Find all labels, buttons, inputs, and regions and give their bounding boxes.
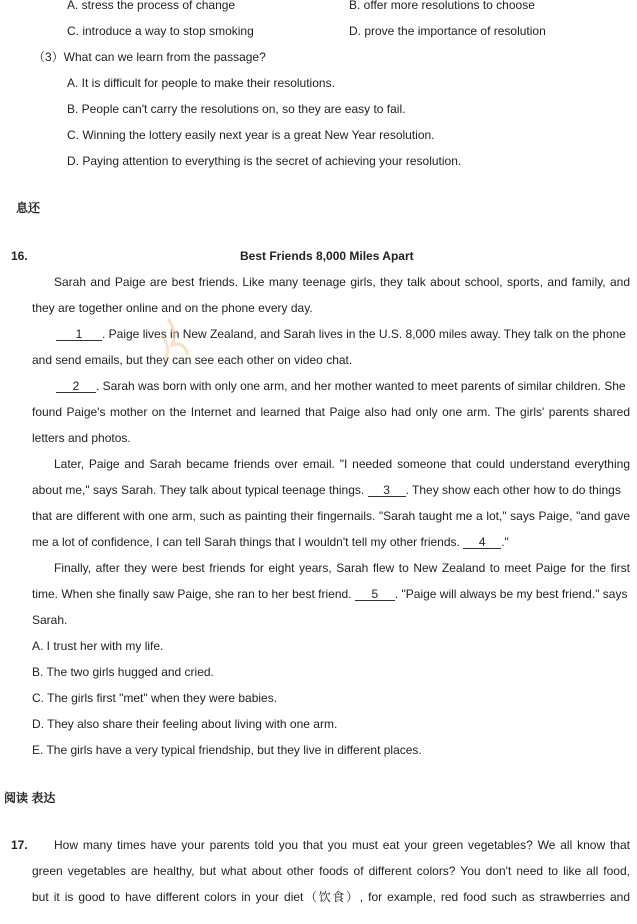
q17-line-2: green vegetables are healthy, but what about other foods of different colors? You don't need to like all food, (32, 864, 630, 878)
blank-3[interactable]: 3 (368, 484, 406, 497)
q16-paragraph-1-line-1: Sarah and Paige are best friends. Like many teenage girls, they talk about school, sports, and family, and (54, 275, 630, 289)
q16-paragraph-5-line-2 (32, 587, 627, 601)
q17-number: 17. (11, 838, 28, 852)
q16-paragraph-2-text: . Paige lives in New Zealand, and Sarah lives in the U.S. 8,000 miles away. They talk on the phone (102, 327, 626, 341)
q2-option-d: D. prove the importance of resolution (349, 24, 546, 38)
q16-paragraph-5-line-3: Sarah. (32, 613, 68, 627)
q16-paragraph-5-line-2b: . "Paige will always be my best friend." says (394, 587, 628, 601)
q3-option-c: C. Winning the lottery easily next year is a great New Year resolution. (67, 128, 435, 142)
q17-line-3: but it is good to have different colors in your diet（饮食）, for example, red food such as strawberries and (32, 890, 630, 904)
q16-paragraph-4-line-1: Later, Paige and Sarah became friends over email. "I needed someone that could understand everything (54, 457, 630, 471)
blank-5[interactable]: 5 (355, 588, 395, 601)
q3-option-d: D. Paying attention to everything is the secret of achieving your resolution. (67, 154, 462, 168)
q16-option-d: D. They also share their feeling about living with one arm. (32, 717, 338, 731)
q16-paragraph-2-line-1 (56, 327, 626, 341)
q16-paragraph-5-line-2a: time. When she finally saw Paige, she ran to her best friend. (32, 587, 352, 601)
q16-paragraph-4-line-2 (32, 483, 621, 497)
q16-paragraph-3-line-3: letters and photos. (32, 431, 131, 445)
section-heading-2: 阅读 表达 (4, 791, 56, 805)
q16-option-b: B. The two girls hugged and cried. (32, 665, 214, 679)
q3-option-b: B. People can't carry the resolutions on, so they are easy to fail. (67, 102, 406, 116)
q2-option-a: A. stress the process of change (67, 0, 236, 12)
blank-4[interactable]: 4 (463, 536, 501, 549)
watermark-icon (158, 315, 192, 365)
q16-paragraph-5-line-1: Finally, after they were best friends for eight years, Sarah flew to New Zealand to meet Paige for the first (54, 561, 630, 575)
blank-2[interactable]: 2 (56, 380, 96, 393)
q16-paragraph-4-line-3: that are different with one arm, such as painting their fingernails. "Sarah taught me a lot," says Paige, "and gave (32, 509, 630, 523)
q3-stem: （3）What can we learn from the passage? (33, 50, 266, 64)
q16-paragraph-4-line-4b: ." (501, 535, 509, 549)
q16-paragraph-4-line-2a: about me," says Sarah. They talk about typical teenage things. (32, 483, 365, 497)
q16-paragraph-2-line-2: and send emails, but they can see each other on video chat. (32, 353, 353, 367)
q16-option-c: C. The girls first "met" when they were babies. (32, 691, 278, 705)
section-heading-1: 息还 (16, 201, 41, 215)
q3-option-a: A. It is difficult for people to make their resolutions. (67, 76, 335, 90)
blank-1[interactable]: 1 (56, 328, 102, 341)
q16-paragraph-3-text: . Sarah was born with only one arm, and her mother wanted to meet parents of similar children. She (96, 379, 626, 393)
q16-paragraph-4-line-4 (32, 535, 509, 549)
q16-paragraph-4-line-4a: me a lot of confidence, I can tell Sarah things that I wouldn't tell my other friends. (32, 535, 460, 549)
q17-line-1: How many times have your parents told you that you must eat your green vegetables? We all know that (54, 838, 630, 852)
q16-option-e: E. The girls have a very typical friendship, but they live in different places. (32, 743, 422, 757)
q16-title: Best Friends 8,000 Miles Apart (240, 249, 414, 263)
q16-paragraph-3-line-1 (56, 379, 626, 393)
q2-option-b: B. offer more resolutions to choose (349, 0, 535, 12)
q16-paragraph-1-line-2: they are together online and on the phone every day. (32, 301, 313, 315)
q16-paragraph-4-line-2b: . They show each other how to do things (405, 483, 621, 497)
q16-number: 16. (11, 249, 28, 263)
q16-option-a: A. I trust her with my life. (32, 639, 164, 653)
q16-paragraph-3-line-2: found Paige's mother on the Internet and learned that Paige also had only one arm. The girls' parents shared (32, 405, 630, 419)
q2-option-c: C. introduce a way to stop smoking (67, 24, 254, 38)
